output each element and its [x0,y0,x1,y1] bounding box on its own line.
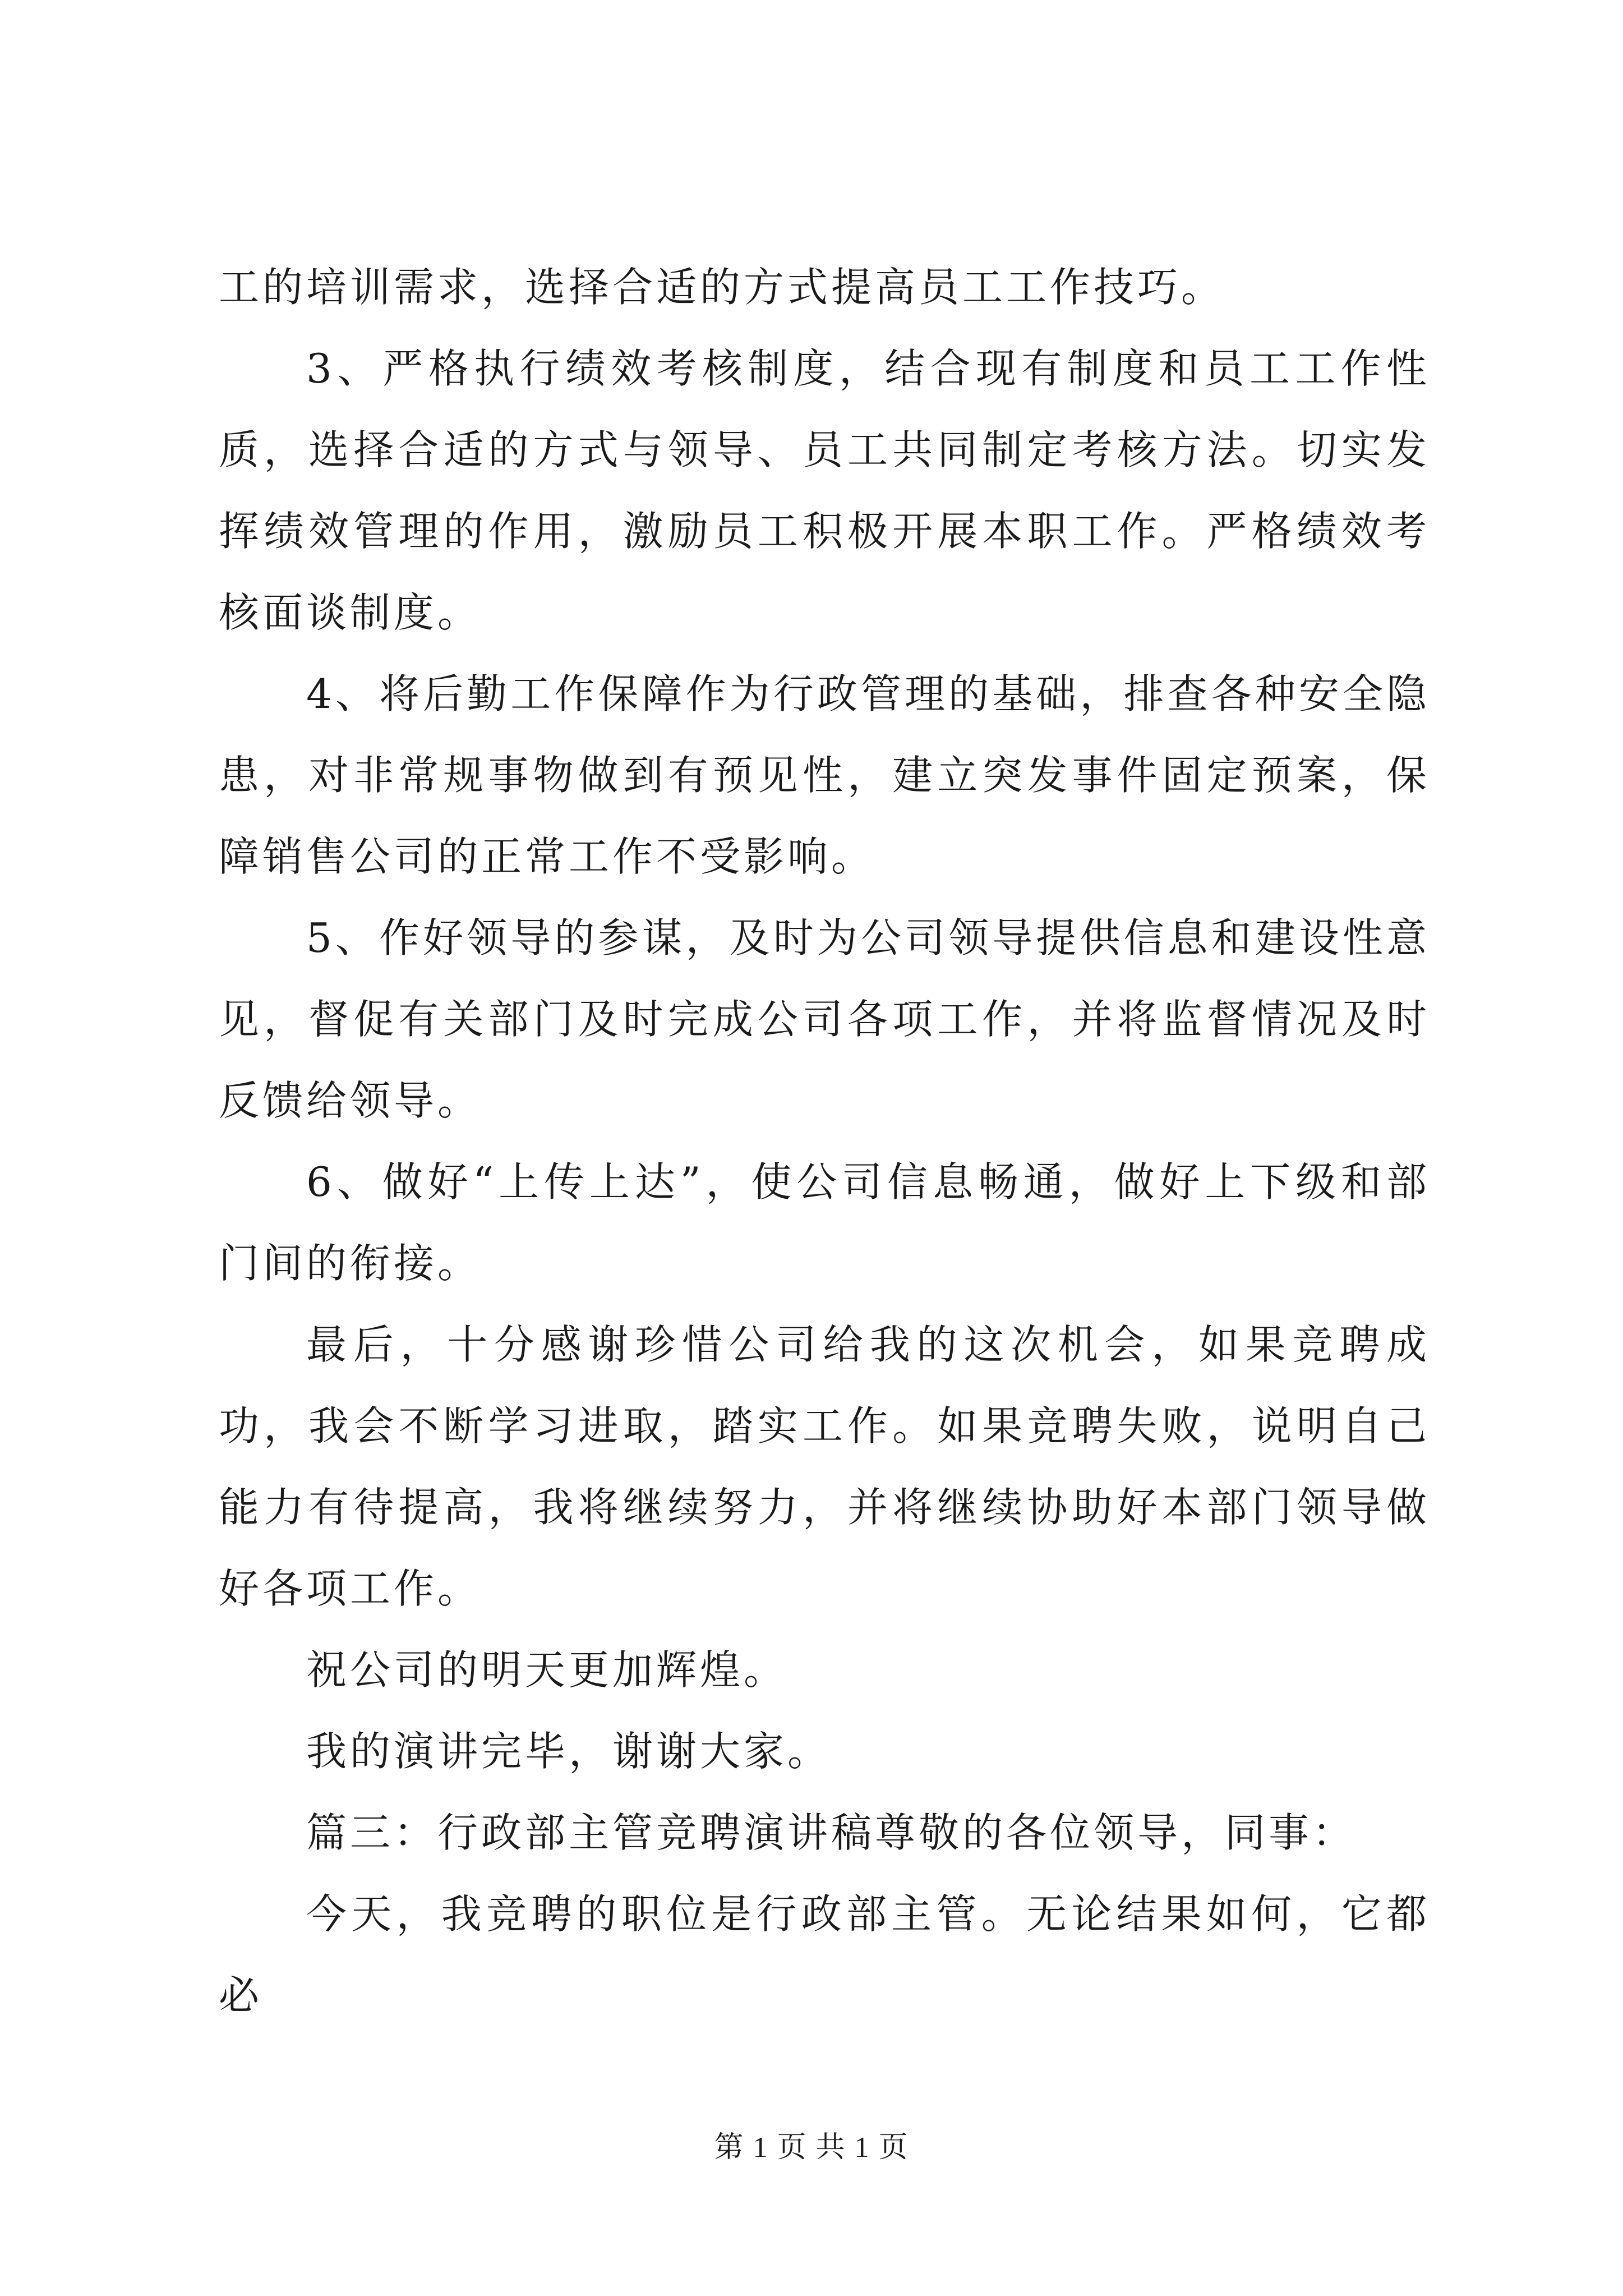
paragraph-wish: 祝公司的明天更加辉煌。 [306,1646,788,1694]
document-body [219,247,1430,2036]
paragraph-opening: 今天，我竞聘的职位是行政部主管。无论结果如何，它都必 [219,1890,1430,2019]
paragraph-item-6: 6、做好“上传上达”，使公司信息畅通，做好上下级和部门间的衔接。 [219,1158,1430,1287]
paragraph-thanks: 我的演讲完毕，谢谢大家。 [306,1728,832,1775]
paragraph-item-4: 4、将后勤工作保障作为行政管理的基础，排查各种安全隐患，对非常规事物做到有预见性，建立突发事件固定预案，保障销售公司的正常工作不受影响。 [219,670,1430,880]
paragraph-section-heading: 篇三：行政部主管竞聘演讲稿尊敬的各位领导，同事： [306,1809,1357,1856]
page-footer: 第 1 页 共 1 页 [714,2132,909,2164]
paragraph-item-3: 3、严格执行绩效考核制度，结合现有制度和员工工作性质，选择合适的方式与领导、员工共同制定考核方法。切实发挥绩效管理的作用，激励员工积极开展本职工作。严格绩效考核面谈制度。 [219,345,1430,636]
paragraph-item-5: 5、作好领导的参谋，及时为公司领导提供信息和建设性意见，督促有关部门及时完成公司各项工作，并将监督情况及时反馈给领导。 [219,914,1430,1124]
paragraph-closing: 最后，十分感谢珍惜公司给我的这次机会，如果竞聘成功，我会不断学习进取，踏实工作。如果竞聘失败，说明自己能力有待提高，我将继续努力，并将继续协助好本部门领导做好各项工作。 [219,1321,1430,1612]
paragraph-continuation: 工的培训需求，选择合适的方式提高员工工作技巧。 [219,264,1225,311]
